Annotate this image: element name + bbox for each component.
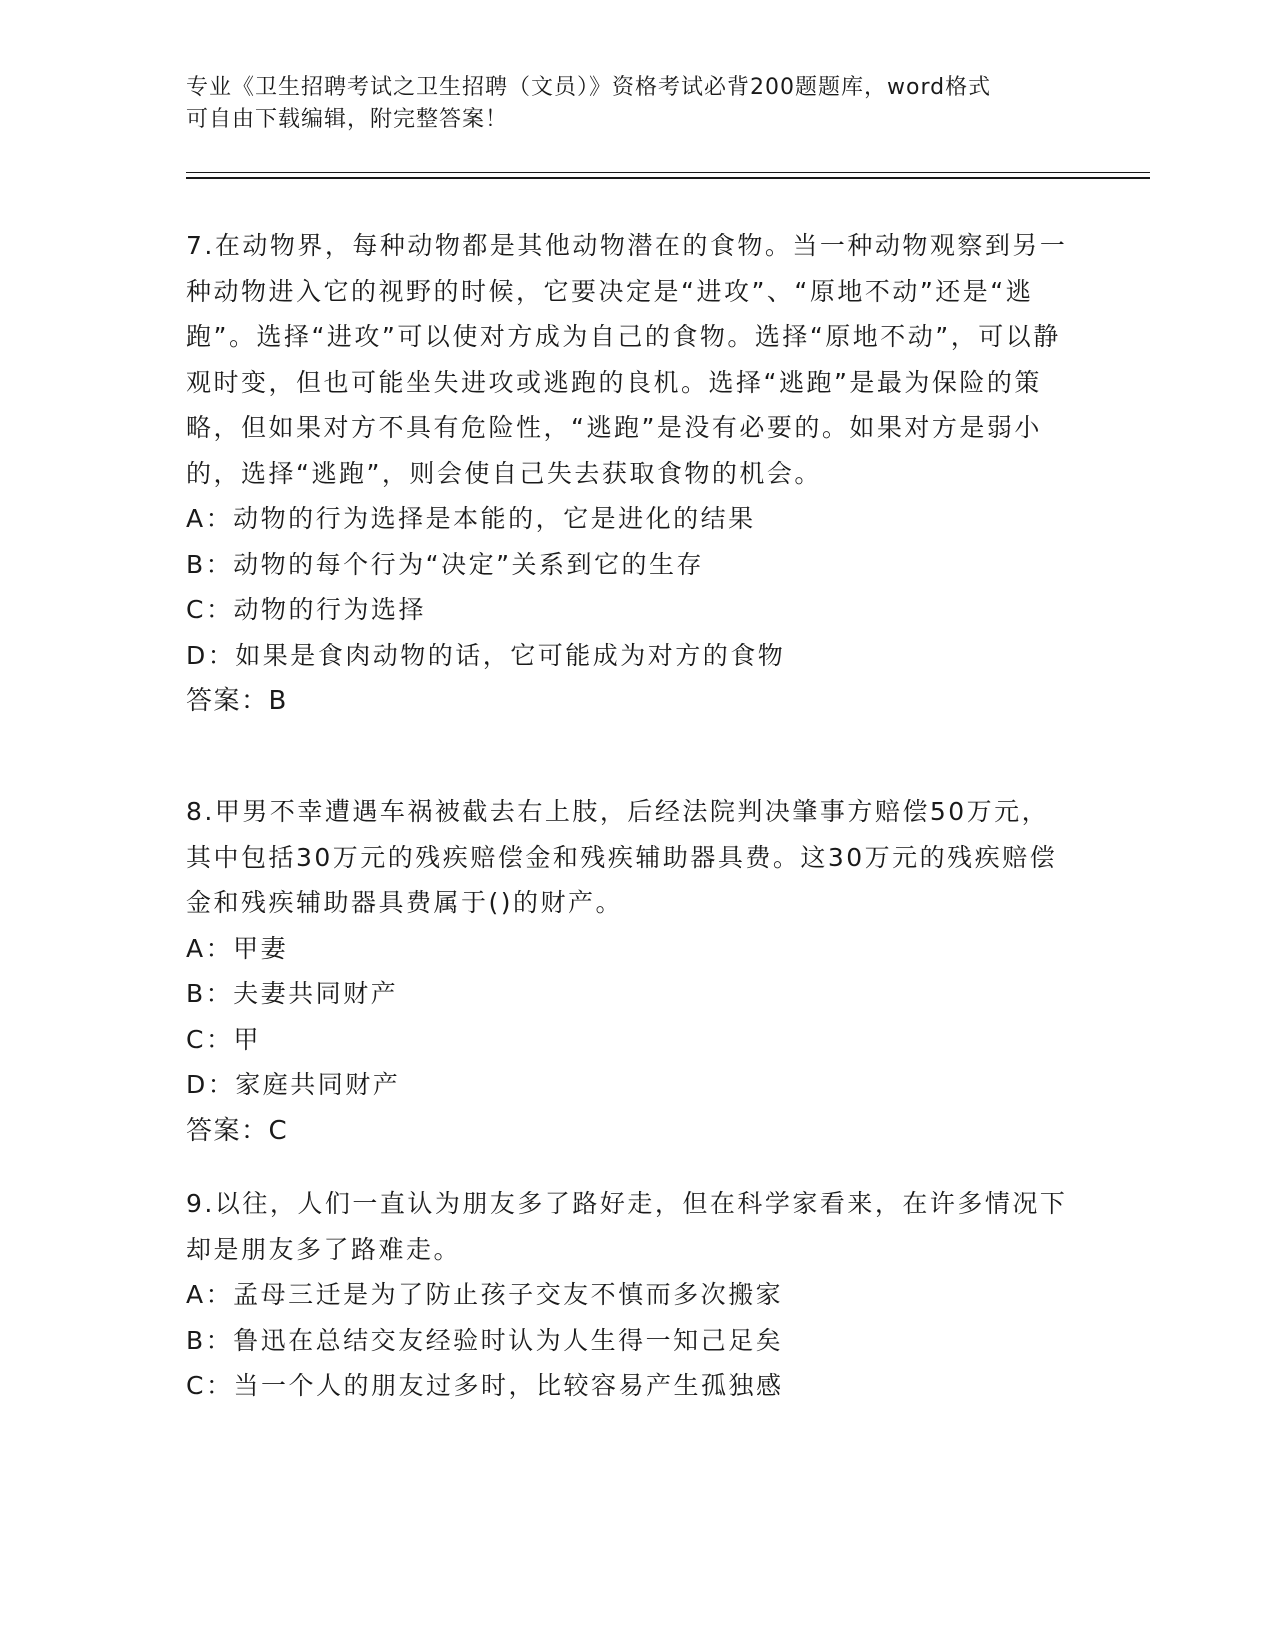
option-b: B：夫妻共同财产 xyxy=(186,979,399,1008)
option-c: C：甲 xyxy=(186,1024,261,1054)
option-c: C：动物的行为选择 xyxy=(186,595,426,624)
answer: 答案：B xyxy=(186,686,288,716)
question-stem: 9.以往，人们一直认为朋友多了路好走，但在科学家看来，在许多情况下却是朋友多了路难走。 xyxy=(186,1189,1068,1264)
option-b: B：动物的每个行为“决定”关系到它的生存 xyxy=(186,549,705,579)
answer: 答案：C xyxy=(186,1115,289,1146)
option-b: B：鲁迅在总结交友经验时认为人生得一知己足矣 xyxy=(186,1325,784,1355)
header-line-2: 可自由下载编辑，附完整答案！ xyxy=(186,107,509,132)
question-8 xyxy=(186,789,1076,1154)
option-a: A：孟母三迁是为了防止孩子交友不慎而多次搬家 xyxy=(186,1280,784,1309)
document-header xyxy=(186,72,1066,136)
option-a: A：动物的行为选择是本能的，它是进化的结果 xyxy=(186,504,756,533)
option-d: D：家庭共同财产 xyxy=(186,1070,401,1099)
question-7 xyxy=(186,223,1076,724)
header-rule-thin xyxy=(186,172,1150,173)
option-d: D：如果是食肉动物的话，它可能成为对方的食物 xyxy=(186,640,786,670)
question-stem: 8.甲男不幸遭遇车祸被截去右上肢，后经法院判决肇事方赔偿50万元，其中包括30万元的残疾赔偿金和残疾辅助器具费。这30万元的残疾赔偿金和残疾辅助器具费属于()的财产。 xyxy=(186,797,1058,917)
question-stem: 7.在动物界，每种动物都是其他动物潜在的食物。当一种动物观察到另一种动物进入它的视野的时候，它要决定是“进攻”、“原地不动”还是“逃跑”。选择“进攻”可以使对方成为自己的食物。选择“原地不动”，可以静观时变，但也可能坐失进攻或逃跑的良机。选择“逃跑”是最为保险的策略，但如果对方不具有危险性，“逃跑”是没有必要的。如果对方是弱小的，选择“逃跑”，则会使自己失去获取食物的机会。 xyxy=(186,231,1068,488)
header-rule-thick xyxy=(186,177,1150,179)
header-line-1: 专业《卫生招聘考试之卫生招聘（文员）》资格考试必背200题题库，word格式 xyxy=(186,75,992,100)
option-a: A：甲妻 xyxy=(186,933,289,963)
question-9 xyxy=(186,1181,1076,1409)
option-c: C：当一个人的朋友过多时，比较容易产生孤独感 xyxy=(186,1371,784,1400)
